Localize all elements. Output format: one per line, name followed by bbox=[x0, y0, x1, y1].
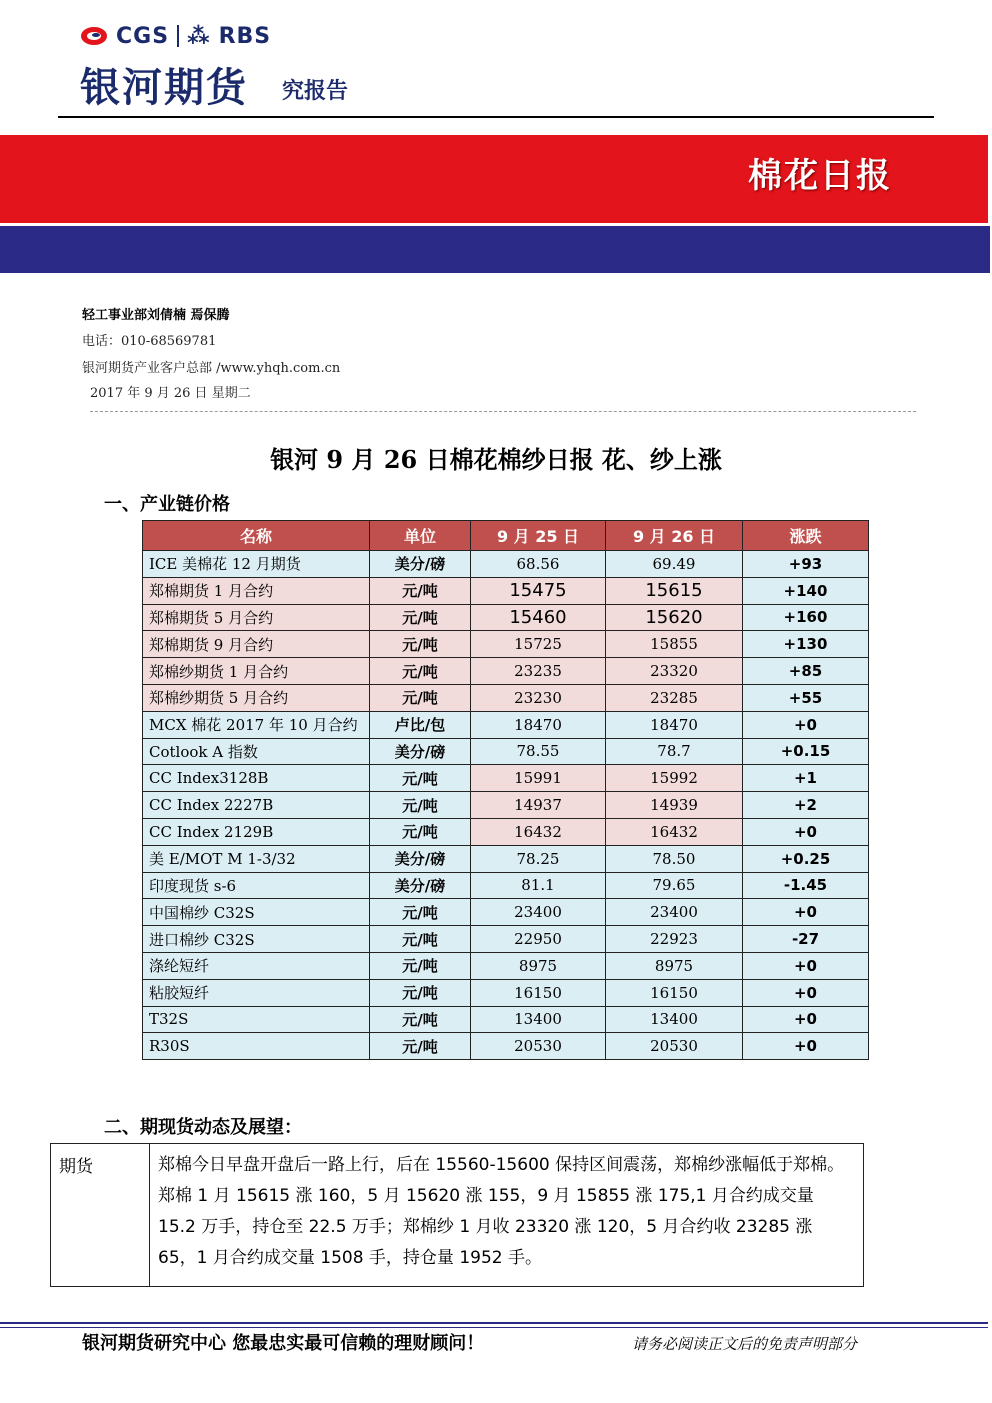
cell-name: Cotlook A 指数 bbox=[143, 738, 370, 765]
cell-curr: 13400 bbox=[606, 1006, 743, 1033]
table-row bbox=[143, 684, 869, 711]
table-row bbox=[143, 658, 869, 685]
cell-name: 郑棉期货 9 月合约 bbox=[143, 631, 370, 658]
cell-unit: 元/吨 bbox=[370, 684, 471, 711]
logo-cgs: CGS bbox=[116, 23, 170, 49]
table-row bbox=[143, 792, 869, 819]
cell-unit: 元/吨 bbox=[370, 899, 471, 926]
cell-prev: 23400 bbox=[471, 899, 606, 926]
cell-unit: 卢比/包 bbox=[370, 711, 471, 738]
website-line: 银河期货产业客户总部 /www.yhqh.com.cn bbox=[82, 361, 341, 376]
cell-name: 郑棉期货 1 月合约 bbox=[143, 577, 370, 604]
cell-prev: 78.25 bbox=[471, 845, 606, 872]
cell-change: +0 bbox=[743, 899, 869, 926]
cell-unit: 元/吨 bbox=[370, 818, 471, 845]
cell-name: MCX 棉花 2017 年 10 月合约 bbox=[143, 711, 370, 738]
cell-prev: 13400 bbox=[471, 1006, 606, 1033]
cell-change: +160 bbox=[743, 604, 869, 631]
cell-name: 郑棉纱期货 5 月合约 bbox=[143, 684, 370, 711]
table-row bbox=[143, 872, 869, 899]
cell-name: R30S bbox=[143, 1033, 370, 1060]
table-row bbox=[143, 738, 869, 765]
cell-name: T32S bbox=[143, 1006, 370, 1033]
cell-unit: 元/吨 bbox=[370, 765, 471, 792]
cell-curr: 79.65 bbox=[606, 872, 743, 899]
cell-name: 郑棉期货 5 月合约 bbox=[143, 604, 370, 631]
cell-unit: 元/吨 bbox=[370, 979, 471, 1006]
cell-curr: 8975 bbox=[606, 952, 743, 979]
date-line: 2017 年 9 月 26 日 星期二 bbox=[90, 386, 251, 401]
cell-name: 进口棉纱 C32S bbox=[143, 926, 370, 953]
cell-prev: 23235 bbox=[471, 658, 606, 685]
header-rule bbox=[58, 116, 934, 118]
cell-unit: 元/吨 bbox=[370, 604, 471, 631]
cell-change: +0 bbox=[743, 1006, 869, 1033]
blue-banner bbox=[0, 226, 990, 273]
table-row bbox=[143, 551, 869, 578]
cgs-logo-icon bbox=[80, 22, 108, 50]
cell-name: CC Index3128B bbox=[143, 765, 370, 792]
cell-prev: 23230 bbox=[471, 684, 606, 711]
table-row bbox=[143, 577, 869, 604]
cell-change: +0 bbox=[743, 818, 869, 845]
commentary-label: 期货 bbox=[51, 1144, 150, 1286]
cell-curr: 23400 bbox=[606, 899, 743, 926]
cell-prev: 78.55 bbox=[471, 738, 606, 765]
rbs-logo-icon: ⁂ bbox=[187, 23, 211, 49]
section-1-heading: 一、产业链价格 bbox=[104, 494, 230, 515]
cell-change: +93 bbox=[743, 551, 869, 578]
author-line: 轻工事业部刘倩楠 焉保腾 bbox=[82, 308, 230, 323]
table-row bbox=[143, 604, 869, 631]
cell-change: +0.25 bbox=[743, 845, 869, 872]
cell-prev: 16432 bbox=[471, 818, 606, 845]
cell-change: +0 bbox=[743, 952, 869, 979]
commentary-box bbox=[50, 1143, 864, 1287]
cell-change: +85 bbox=[743, 658, 869, 685]
header-name: 名称 bbox=[143, 521, 370, 551]
footer-rule-thin bbox=[0, 1327, 988, 1328]
cell-prev: 20530 bbox=[471, 1033, 606, 1060]
table-row bbox=[143, 631, 869, 658]
dashed-divider bbox=[90, 411, 916, 412]
banner-title: 棉花日报 bbox=[748, 156, 892, 196]
header-sep26: 9 月 26 日 bbox=[606, 521, 743, 551]
cell-unit: 美分/磅 bbox=[370, 738, 471, 765]
table-row bbox=[143, 926, 869, 953]
cell-curr: 22923 bbox=[606, 926, 743, 953]
cell-change: -27 bbox=[743, 926, 869, 953]
logo-row bbox=[80, 22, 271, 50]
logo-separator bbox=[177, 25, 179, 47]
price-table bbox=[142, 520, 869, 1060]
header-unit: 单位 bbox=[370, 521, 471, 551]
cell-prev: 8975 bbox=[471, 952, 606, 979]
cell-change: +0 bbox=[743, 711, 869, 738]
cell-curr: 16150 bbox=[606, 979, 743, 1006]
header-change: 涨跌 bbox=[743, 521, 869, 551]
cell-change: +140 bbox=[743, 577, 869, 604]
cell-unit: 元/吨 bbox=[370, 577, 471, 604]
cell-curr: 78.50 bbox=[606, 845, 743, 872]
cell-curr: 20530 bbox=[606, 1033, 743, 1060]
table-row bbox=[143, 1006, 869, 1033]
cell-unit: 元/吨 bbox=[370, 1006, 471, 1033]
table-row bbox=[143, 979, 869, 1006]
brand-subtitle: 究报告 bbox=[282, 79, 349, 104]
table-row bbox=[143, 952, 869, 979]
cell-curr: 16432 bbox=[606, 818, 743, 845]
cell-change: +2 bbox=[743, 792, 869, 819]
cell-unit: 元/吨 bbox=[370, 952, 471, 979]
cell-unit: 元/吨 bbox=[370, 1033, 471, 1060]
cell-name: CC Index 2227B bbox=[143, 792, 370, 819]
cell-change: +55 bbox=[743, 684, 869, 711]
table-row bbox=[143, 1033, 869, 1060]
cell-unit: 元/吨 bbox=[370, 631, 471, 658]
cell-unit: 美分/磅 bbox=[370, 551, 471, 578]
cell-name: 涤纶短纤 bbox=[143, 952, 370, 979]
cell-curr: 15855 bbox=[606, 631, 743, 658]
table-row bbox=[143, 899, 869, 926]
cell-prev: 68.56 bbox=[471, 551, 606, 578]
cell-prev: 15991 bbox=[471, 765, 606, 792]
footer-slogan: 银河期货研究中心 您最忠实最可信赖的理财顾问！ bbox=[82, 1333, 485, 1354]
cell-unit: 美分/磅 bbox=[370, 845, 471, 872]
cell-prev: 14937 bbox=[471, 792, 606, 819]
cell-prev: 18470 bbox=[471, 711, 606, 738]
table-header-row bbox=[143, 521, 869, 551]
commentary-text: 郑棉今日早盘开盘后一路上行，后在 15560-15600 保持区间震荡，郑棉纱涨幅低于郑棉。郑棉 1 月 15615 涨 160，5 月 15620 涨 155，9 月 15855 涨 175,1 月合约成交量 15.2 万手，持仓至 22.5 万手；郑棉纱 1 月收 23320 涨 120，5 月合约收 23285 涨 65，1 月合约成交量 1508 手，持仓量 1952 手。 bbox=[158, 1155, 845, 1268]
cell-change: +130 bbox=[743, 631, 869, 658]
table-row bbox=[143, 765, 869, 792]
cell-name: 中国棉纱 C32S bbox=[143, 899, 370, 926]
cell-curr: 69.49 bbox=[606, 551, 743, 578]
cell-unit: 元/吨 bbox=[370, 792, 471, 819]
cell-curr: 18470 bbox=[606, 711, 743, 738]
cell-name: 郑棉纱期货 1 月合约 bbox=[143, 658, 370, 685]
table-row bbox=[143, 711, 869, 738]
report-title: 银河 9 月 26 日棉花棉纱日报 花、纱上涨 bbox=[270, 445, 722, 474]
cell-unit: 元/吨 bbox=[370, 926, 471, 953]
phone-line: 电话：010-68569781 bbox=[82, 334, 217, 349]
cell-name: 粘胶短纤 bbox=[143, 979, 370, 1006]
cell-prev: 81.1 bbox=[471, 872, 606, 899]
cell-curr: 15992 bbox=[606, 765, 743, 792]
cell-prev: 15475 bbox=[471, 577, 606, 604]
cell-change: +0 bbox=[743, 979, 869, 1006]
cell-change: -1.45 bbox=[743, 872, 869, 899]
header-sep25: 9 月 25 日 bbox=[471, 521, 606, 551]
cell-prev: 15725 bbox=[471, 631, 606, 658]
cell-curr: 14939 bbox=[606, 792, 743, 819]
footer-rule bbox=[0, 1322, 988, 1324]
cell-name: ICE 美棉花 12 月期货 bbox=[143, 551, 370, 578]
cell-change: +0 bbox=[743, 1033, 869, 1060]
cell-unit: 美分/磅 bbox=[370, 872, 471, 899]
cell-curr: 15620 bbox=[606, 604, 743, 631]
section-2-heading: 二、期现货动态及展望： bbox=[104, 1117, 302, 1138]
table-row bbox=[143, 845, 869, 872]
logo-rbs: RBS bbox=[218, 23, 272, 49]
cell-curr: 78.7 bbox=[606, 738, 743, 765]
cell-prev: 22950 bbox=[471, 926, 606, 953]
cell-curr: 15615 bbox=[606, 577, 743, 604]
cell-name: 美 E/MOT M 1-3/32 bbox=[143, 845, 370, 872]
cell-prev: 16150 bbox=[471, 979, 606, 1006]
cell-unit: 元/吨 bbox=[370, 658, 471, 685]
cell-prev: 15460 bbox=[471, 604, 606, 631]
cell-change: +1 bbox=[743, 765, 869, 792]
footer-disclaimer: 请务必阅读正文后的免责声明部分 bbox=[632, 1335, 858, 1353]
cell-change: +0.15 bbox=[743, 738, 869, 765]
cell-curr: 23285 bbox=[606, 684, 743, 711]
cell-curr: 23320 bbox=[606, 658, 743, 685]
cell-name: 印度现货 s-6 bbox=[143, 872, 370, 899]
cell-name: CC Index 2129B bbox=[143, 818, 370, 845]
table-row bbox=[143, 818, 869, 845]
brand-name: 银河期货 bbox=[80, 65, 248, 111]
